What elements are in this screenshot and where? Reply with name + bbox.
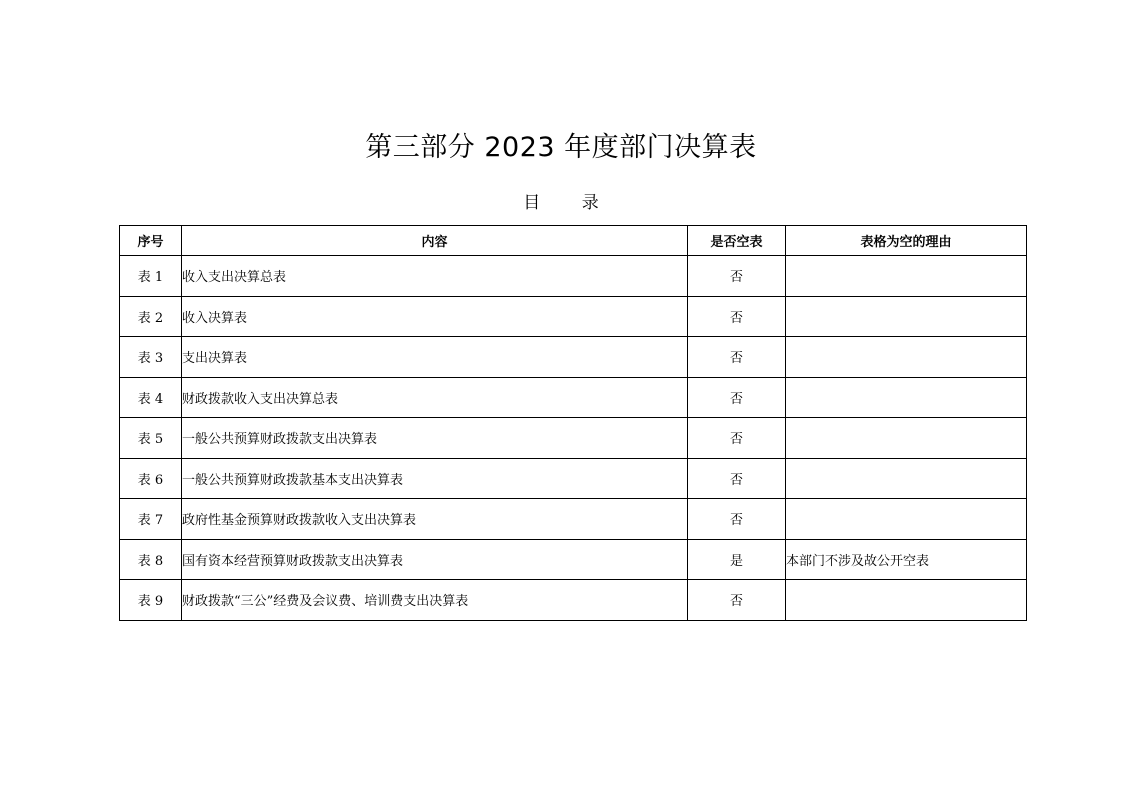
table-of-contents [119, 225, 1027, 621]
table-of-contents-heading: 目 录 [523, 193, 617, 213]
cell-is-empty: 否 [688, 256, 786, 297]
cell-content: 一般公共预算财政拨款支出决算表 [182, 418, 688, 459]
cell-empty-reason [786, 580, 1027, 621]
cell-is-empty: 是 [688, 539, 786, 580]
cell-serial-number: 表 1 [120, 256, 182, 297]
cell-serial-number: 表 6 [120, 458, 182, 499]
cell-is-empty: 否 [688, 580, 786, 621]
cell-empty-reason [786, 418, 1027, 459]
cell-serial-number: 表 4 [120, 377, 182, 418]
table-row [120, 256, 1027, 297]
table-row [120, 296, 1027, 337]
cell-empty-reason [786, 499, 1027, 540]
cell-content: 一般公共预算财政拨款基本支出决算表 [182, 458, 688, 499]
cell-is-empty: 否 [688, 499, 786, 540]
cell-empty-reason [786, 377, 1027, 418]
table-row [120, 539, 1027, 580]
header-content: 内容 [182, 226, 688, 256]
cell-content: 财政拨款“三公”经费及会议费、培训费支出决算表 [182, 580, 688, 621]
cell-serial-number: 表 7 [120, 499, 182, 540]
cell-empty-reason [786, 256, 1027, 297]
cell-serial-number: 表 8 [120, 539, 182, 580]
table-row [120, 580, 1027, 621]
cell-serial-number: 表 2 [120, 296, 182, 337]
page-title: 第三部分 2023 年度部门决算表 [365, 132, 757, 163]
cell-is-empty: 否 [688, 377, 786, 418]
cell-empty-reason [786, 337, 1027, 378]
header-serial-number: 序号 [120, 226, 182, 256]
cell-serial-number: 表 5 [120, 418, 182, 459]
cell-empty-reason [786, 296, 1027, 337]
cell-content: 支出决算表 [182, 337, 688, 378]
header-is-empty: 是否空表 [688, 226, 786, 256]
header-empty-reason: 表格为空的理由 [786, 226, 1027, 256]
table-row [120, 418, 1027, 459]
cell-serial-number: 表 3 [120, 337, 182, 378]
table-row [120, 337, 1027, 378]
cell-empty-reason: 本部门不涉及故公开空表 [786, 539, 1027, 580]
cell-is-empty: 否 [688, 458, 786, 499]
table-row [120, 377, 1027, 418]
cell-content: 国有资本经营预算财政拨款支出决算表 [182, 539, 688, 580]
cell-serial-number: 表 9 [120, 580, 182, 621]
cell-is-empty: 否 [688, 337, 786, 378]
table-header-row [120, 226, 1027, 256]
cell-empty-reason [786, 458, 1027, 499]
table-row [120, 499, 1027, 540]
cell-is-empty: 否 [688, 418, 786, 459]
cell-content: 财政拨款收入支出决算总表 [182, 377, 688, 418]
cell-content: 政府性基金预算财政拨款收入支出决算表 [182, 499, 688, 540]
cell-content: 收入决算表 [182, 296, 688, 337]
cell-is-empty: 否 [688, 296, 786, 337]
table-row [120, 458, 1027, 499]
cell-content: 收入支出决算总表 [182, 256, 688, 297]
